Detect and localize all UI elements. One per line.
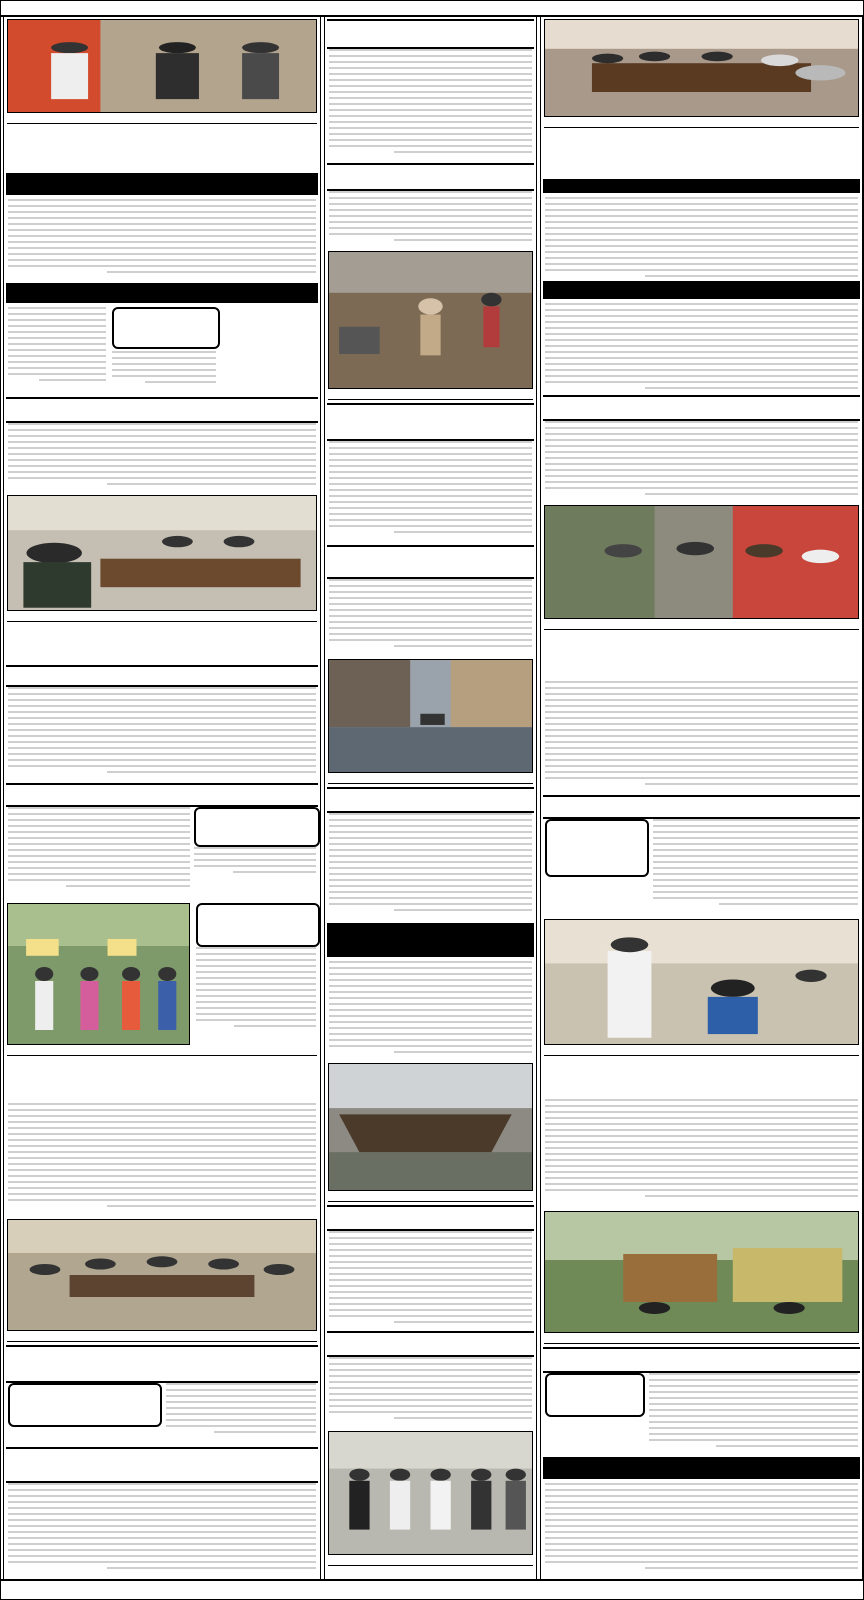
- subheadline: [6, 665, 318, 687]
- news-box: [196, 903, 320, 947]
- headline: [327, 923, 534, 957]
- article-body: [649, 1373, 858, 1453]
- photo-caption: [328, 1555, 533, 1566]
- article-body: [329, 191, 532, 247]
- office-meeting-photo: [7, 495, 317, 611]
- photo-caption: [328, 389, 533, 400]
- photo-caption: [328, 773, 533, 784]
- rain-street-photo: [328, 659, 533, 773]
- photo-caption: [7, 113, 317, 124]
- headline: [543, 281, 860, 299]
- conference-photo: [7, 1219, 317, 1331]
- headline: [327, 1205, 534, 1231]
- subheadline: [6, 173, 318, 195]
- inspection-photo: [7, 19, 317, 113]
- left-column: [3, 17, 321, 1579]
- article-body: [329, 961, 532, 1059]
- headline: [6, 397, 318, 423]
- headline: [327, 163, 534, 191]
- headline: [543, 1347, 860, 1373]
- headline: [6, 127, 318, 171]
- classroom-photo: [544, 919, 859, 1045]
- meeting-photo: [544, 19, 859, 117]
- news-box: [8, 1383, 162, 1427]
- water-tanker-photo: [544, 1211, 859, 1333]
- photo-caption: [7, 1331, 317, 1342]
- field-visit-photo: [544, 505, 859, 619]
- article-body: [112, 351, 216, 393]
- right-column: [540, 17, 863, 1579]
- photo-caption: [544, 1045, 859, 1056]
- article-body: [8, 199, 316, 279]
- article-body: [196, 947, 316, 1043]
- news-box: [545, 1373, 645, 1417]
- article-body: [8, 423, 316, 491]
- headline: [543, 633, 860, 677]
- headline: [543, 1059, 860, 1095]
- headline: [543, 795, 860, 819]
- article-body: [329, 1231, 532, 1327]
- officials-group-photo: [328, 1431, 533, 1555]
- headline: [6, 1447, 318, 1483]
- headline: [6, 625, 318, 663]
- subheadline: [543, 179, 860, 193]
- article-body: [545, 303, 858, 393]
- news-box: [112, 307, 220, 349]
- article-body: [8, 307, 106, 393]
- middle-column: [324, 17, 537, 1579]
- photo-caption: [544, 1333, 859, 1344]
- headline: [6, 1345, 318, 1383]
- headline: [327, 545, 534, 579]
- article-body: [329, 1357, 532, 1427]
- article-body: [8, 687, 316, 779]
- headline: [327, 403, 534, 441]
- imprint-footer: [1, 1579, 863, 1599]
- headline: [327, 19, 534, 49]
- article-body: [329, 49, 532, 159]
- headline: [6, 283, 318, 303]
- article-body: [329, 813, 532, 919]
- headline: [543, 1457, 860, 1479]
- article-body: [166, 1383, 316, 1441]
- article-body: [329, 579, 532, 655]
- headline: [543, 395, 860, 421]
- photo-caption: [7, 1045, 317, 1056]
- article-body: [545, 197, 858, 279]
- article-body: [8, 1103, 316, 1215]
- headline: [6, 1059, 318, 1099]
- masthead-dateline: [1, 1, 863, 17]
- news-box: [194, 807, 320, 847]
- article-body: [653, 819, 858, 915]
- article-body: [545, 421, 858, 501]
- article-body: [545, 1483, 858, 1575]
- article-body: [194, 847, 316, 883]
- flood-street-photo: [328, 251, 533, 389]
- article-body: [545, 1099, 858, 1207]
- article-body: [8, 1483, 316, 1575]
- news-box: [545, 819, 649, 877]
- harbor-boats-photo: [328, 1063, 533, 1191]
- photo-caption: [7, 611, 317, 622]
- photo-caption: [544, 619, 859, 630]
- headline: [543, 131, 860, 177]
- article-body: [329, 441, 532, 541]
- photo-caption: [544, 117, 859, 128]
- headline: [6, 783, 318, 807]
- headline: [327, 1331, 534, 1357]
- photo-caption: [328, 1191, 533, 1202]
- article-body: [8, 807, 190, 899]
- protest-photo: [7, 903, 190, 1045]
- headline: [327, 787, 534, 813]
- article-body: [545, 681, 858, 791]
